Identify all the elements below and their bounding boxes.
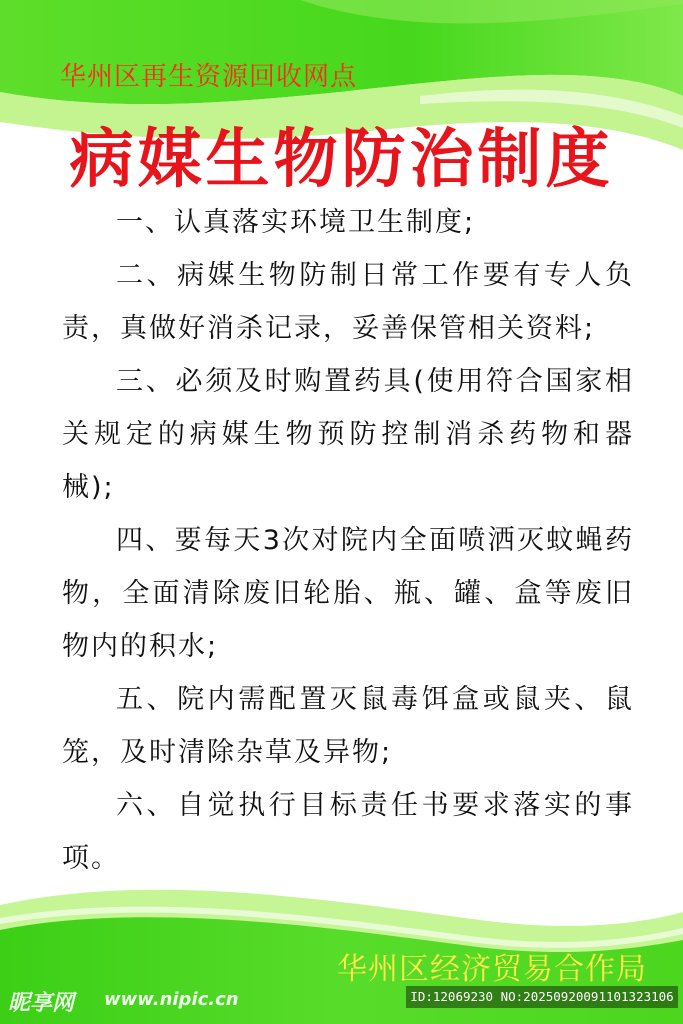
regulation-item: 二、病媒生物防制日常工作要有专人负责，真做好消杀记录，妥善保管相关资料; [62, 260, 634, 344]
regulation-item: 一、认真落实环境卫生制度; [116, 207, 476, 238]
watermark-id: ID:12069230 NO:20250920091101323106 [406, 986, 678, 1008]
watermark-logo: 昵享网 [8, 991, 75, 1016]
regulation-item: 五、院内需配置灭鼠毒饵盒或鼠夹、鼠笼，及时清除杂草及异物; [62, 684, 634, 768]
page-title: 病媒生物防治制度 [69, 122, 614, 197]
regulation-item: 三、必须及时购置药具(使用符合国家相关规定的病媒生物预防控制消杀药物和器械); [62, 366, 634, 503]
regulation-item: 六、自觉执行目标责任书要求落实的事项。 [62, 790, 634, 874]
organization-top: 华州区再生资源回收网点 [60, 62, 358, 92]
regulation-item: 四、要每天3次对院内全面喷洒灭蚊蝇药物，全面清除废旧轮胎、瓶、罐、盒等废旧物内的积水; [62, 525, 634, 662]
regulation-body [62, 196, 634, 885]
watermark-site: www.nipic.cn [104, 989, 239, 1010]
organization-bottom: 华州区经济贸易合作局 [337, 952, 647, 987]
